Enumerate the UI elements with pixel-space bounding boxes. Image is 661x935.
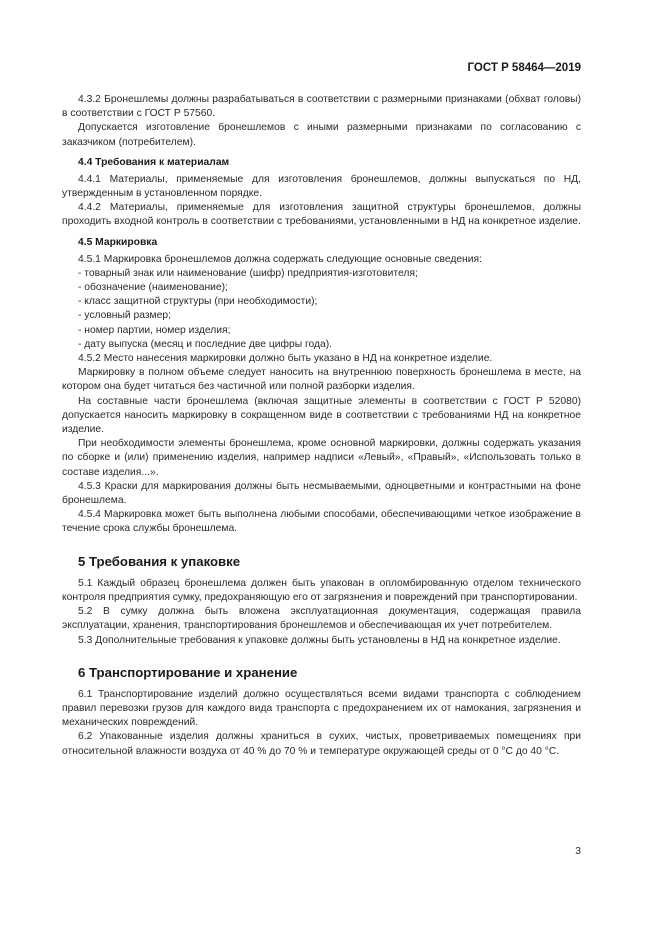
list-item: - товарный знак или наименование (шифр) предприятия-изготовителя; [78, 267, 418, 279]
paragraph: 6.2 Упакованные изделия должны храниться в сухих, чистых, проветриваемых помещениях при относительной влажности воздуха от 40 % до 70 % и температуре окружающей среды от 0 °C до 40 °C. [62, 731, 581, 757]
list-item: - обозначение (наименование); [78, 282, 228, 294]
document-header: ГОСТ Р 58464—2019 [467, 62, 581, 74]
list-item: - условный размер; [78, 310, 171, 322]
paragraph: 4.5.3 Краски для маркирования должны быть несмываемыми, одноцветными и контрастными на фоне бронешлема. [62, 480, 581, 507]
paragraph: 4.5.2 Место нанесения маркировки должно быть указано в НД на конкретное изделие. [78, 353, 493, 365]
list-item: - класс защитной структуры (при необходимости); [78, 296, 318, 308]
paragraph: 4.5.4 Маркировка может быть выполнена любыми способами, обеспечивающими четкое изображение в течение срока службы бронешлема. [62, 509, 581, 535]
paragraph: На составные части бронешлема (включая защитные элементы в соответствии с ГОСТ Р 52080) допускается наносить маркировку в сокращенном виде в соответствии с требованиями НД на конкретное изделие. [62, 395, 581, 436]
paragraph: Маркировку в полном объеме следует наносить на внутреннюю поверхность бронешлема в месте, на котором она будет читаться без частичной или полной разборки изделия. [62, 367, 581, 393]
paragraph: При необходимости элементы бронешлема, кроме основной маркировки, должны содержать указания по сборке и (или) применению изделия, например надписи «Левый», «Правый», «Использовать только в составе изделия...». [62, 438, 581, 478]
subsection-heading: 4.4 Требования к материалам [78, 156, 230, 168]
paragraph: 4.5.1 Маркировка бронешлемов должна содержать следующие основные сведения: [78, 253, 482, 265]
list-item: - дату выпуска (месяц и последние две цифры года). [78, 338, 333, 350]
paragraph: 5.2 В сумку должна быть вложена эксплуатационная документация, содержащая правила эксплуатации, хранения, транспортирования бронешлемов и обеспечивающая их учет потребителем. [62, 606, 581, 632]
list-item: - номер партии, номер изделия; [78, 324, 231, 336]
paragraph: 5.1 Каждый образец бронешлема должен быть упакован в опломбированную отделом технического контроля предприятия сумку, предохраняющую его от загрязнения и повреждений при транспортировании. [62, 577, 581, 603]
paragraph: 4.4.1 Материалы, применяемые для изготовления бронешлемов, должны выпускаться по НД, утвержденным в установленном порядке. [62, 173, 581, 200]
paragraph: Допускается изготовление бронешлемов с иными размерными признаками по согласованию с заказчиком (потребителем). [62, 122, 581, 148]
section-heading: 5 Требования к упаковке [78, 553, 241, 569]
subsection-heading: 4.5 Маркировка [78, 236, 158, 248]
paragraph: 6.1 Транспортирование изделий должно осуществляться всеми видами транспорта с соблюдением правил перевозки грузов для каждого вида транспорта с предохранением их от намокания, загрязнения и механических повреждений. [62, 688, 581, 729]
paragraph: 4.4.2 Материалы, применяемые для изготовления защитной структуры бронешлемов, должны проходить входной контроль в соответствии с требованиями, установленными в НД на конкретное изделие. [62, 202, 581, 228]
page-number: 3 [575, 846, 581, 857]
section-heading: 6 Транспортирование и хранение [78, 664, 298, 680]
document-body [62, 93, 581, 759]
paragraph: 5.3 Дополнительные требования к упаковке должны быть установлены в НД на конкретное изделие. [78, 634, 561, 646]
paragraph: 4.3.2 Бронешлемы должны разрабатываться в соответствии с размерными признаками (обхват головы) в соответствии с ГОСТ Р 57560. [62, 94, 581, 120]
